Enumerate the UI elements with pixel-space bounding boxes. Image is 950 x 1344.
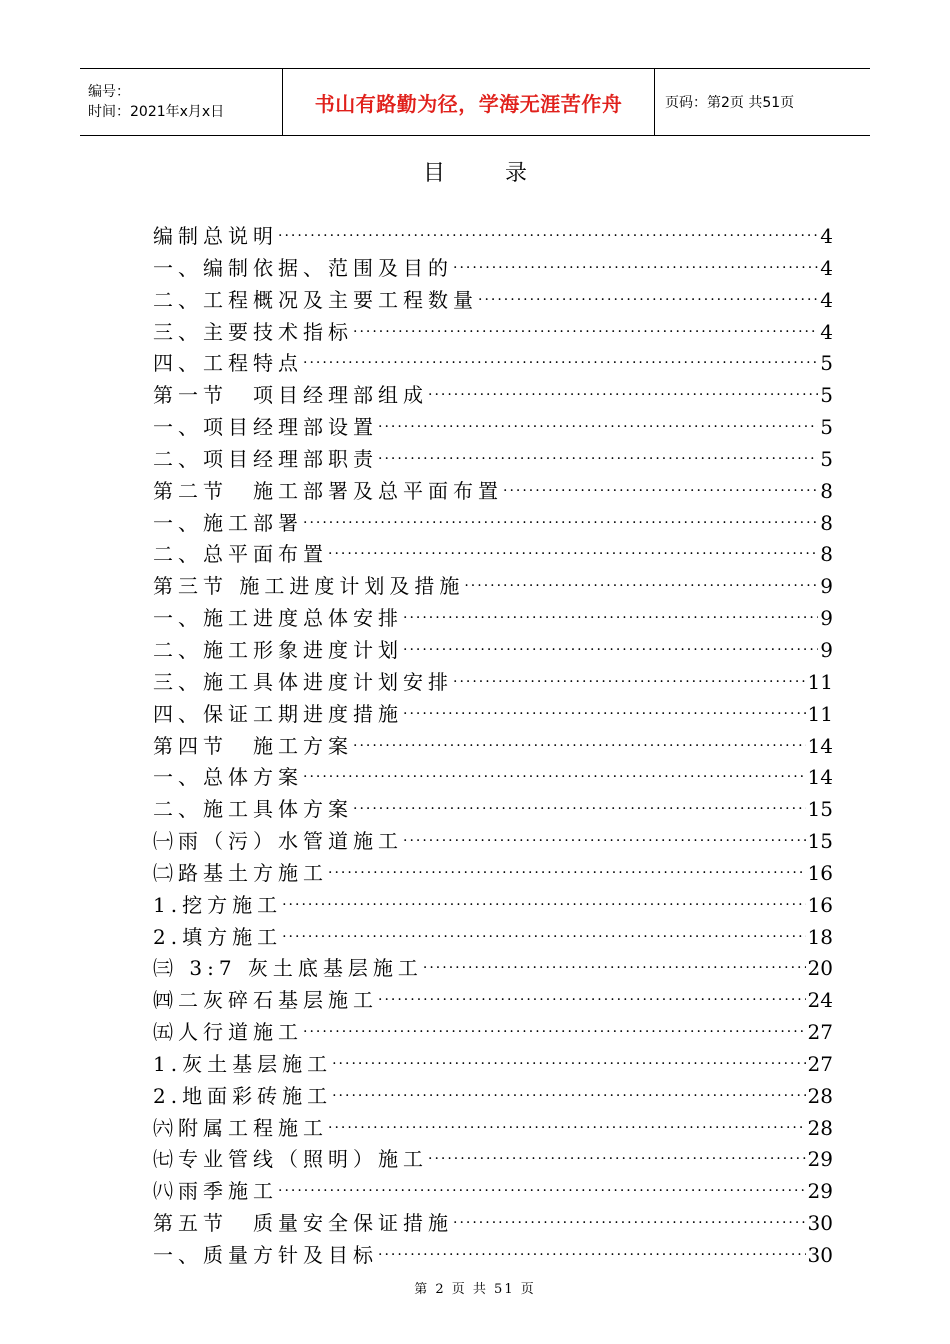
toc-entry-label: 二、项目经理部职责 [153,446,378,471]
toc-entry-page: 27 [807,1020,833,1045]
toc-entry[interactable] [153,539,833,571]
toc-entry-label: 二、施工形象进度计划 [153,637,403,662]
toc-entry-label: ㈠雨（污）水管道施工 [153,829,403,854]
page-footer: 第 2 页 共 51 页 [414,1282,536,1297]
toc-entry-label: 四、保证工期进度措施 [153,701,403,726]
toc-leader-dots [378,985,806,1017]
toc-entry-label: 1.挖方施工 [153,892,283,917]
toc-entry-label: 2.填方施工 [153,924,283,949]
toc-leader-dots [478,285,818,317]
toc-entry-page: 4 [820,319,833,344]
toc-entry-label: 第二节 施工部署及总平面布置 [153,478,503,503]
header-motto: 书山有路勤为径，学海无涯苦作舟 [314,91,623,116]
toc-entry-page: 4 [820,224,833,248]
toc-leader-dots [423,953,806,985]
toc-entry[interactable] [153,953,833,985]
toc-entry-page: 28 [807,1115,833,1140]
toc-leader-dots [353,731,806,763]
toc-entry[interactable] [153,1081,833,1113]
toc-entry[interactable] [153,348,833,380]
toc-entry-page: 5 [820,415,833,440]
toc-entry-label: 一、项目经理部设置 [153,415,378,440]
toc-entry[interactable] [153,1208,833,1240]
toc-entry-page: 29 [807,1147,833,1172]
toc-entry[interactable] [153,699,833,731]
toc-leader-dots [403,699,806,731]
toc-entry[interactable] [153,253,833,285]
toc-entry-page: 20 [807,956,833,981]
toc-entry-label: 二、工程概况及主要工程数量 [153,287,478,312]
toc-entry-label: 一、总体方案 [153,765,303,790]
toc-entry-label: 二、总平面布置 [153,542,328,567]
toc-leader-dots [428,380,818,412]
toc-entry[interactable] [153,1017,833,1049]
toc-leader-dots [278,221,818,253]
toc-entry-label: 三、主要技术指标 [153,319,353,344]
toc-entry-label: 1.灰土基层施工 [153,1051,333,1076]
toc-entry-page: 30 [807,1211,833,1236]
toc-entry[interactable] [153,476,833,508]
toc-entry-page: 30 [807,1243,833,1267]
toc-entry-page: 8 [820,478,833,503]
toc-entry-page: 11 [807,669,833,694]
toc-entry[interactable] [153,922,833,954]
toc-entry-page: 29 [807,1179,833,1204]
toc-leader-dots [378,1240,806,1272]
toc-entry-page: 9 [820,606,833,631]
toc-entry[interactable] [153,412,833,444]
toc-leader-dots [282,890,805,922]
page-header [80,68,870,136]
table-of-contents [153,221,833,1272]
toc-leader-dots [403,603,818,635]
toc-entry-label: 编制总说明 [153,224,278,248]
toc-leader-dots [328,1113,806,1145]
toc-entry[interactable] [153,1113,833,1145]
header-page-info: 页码：第2页 共51页 [665,95,795,111]
toc-entry-page: 27 [807,1051,833,1076]
toc-entry[interactable] [153,603,833,635]
toc-entry-page: 14 [807,733,833,758]
toc-leader-dots [503,476,818,508]
toc-entry-label: 第五节 质量安全保证措施 [153,1211,453,1236]
toc-leader-dots [403,635,818,667]
toc-entry-page: 16 [807,892,833,917]
toc-leader-dots [378,444,818,476]
toc-entry-label: 一、施工进度总体安排 [153,606,403,631]
toc-leader-dots [282,922,805,954]
toc-leader-dots [453,1208,806,1240]
toc-entry[interactable] [153,858,833,890]
toc-entry-page: 28 [807,1083,833,1108]
toc-entry-page: 24 [807,988,833,1013]
toc-entry-page: 9 [820,574,833,599]
toc-entry[interactable] [153,1049,833,1081]
toc-entry-page: 15 [807,829,833,854]
toc-entry-page: 18 [807,924,833,949]
header-motto-cell [283,69,655,135]
header-page-info-cell [655,69,870,135]
toc-entry-label: 一、编制依据、范围及目的 [153,255,453,280]
toc-entry-label: 一、施工部署 [153,510,303,535]
toc-entry-label: ㈤人行道施工 [153,1020,303,1045]
toc-entry-page: 14 [807,765,833,790]
toc-entry-label: ㈦专业管线（照明）施工 [153,1147,428,1172]
toc-leader-dots [353,794,806,826]
toc-leader-dots [328,858,806,890]
toc-entry-label: 第三节 施工进度计划及措施 [153,574,465,599]
toc-leader-dots [303,762,806,794]
toc-entry-label: ㈣二灰碎石基层施工 [153,988,378,1013]
toc-entry-label: 第一节 项目经理部组成 [153,383,428,408]
toc-entry-page: 16 [807,860,833,885]
toc-leader-dots [278,1176,806,1208]
toc-entry[interactable] [153,667,833,699]
toc-leader-dots [303,1017,806,1049]
toc-entry-page: 8 [820,542,833,567]
document-time-label: 时间：2021年x月x日 [88,104,225,120]
toc-entry-page: 4 [820,287,833,312]
toc-entry-page: 9 [820,637,833,662]
toc-entry[interactable] [153,317,833,349]
toc-title: 目录 [422,161,587,186]
toc-entry[interactable] [153,380,833,412]
header-meta [80,69,283,135]
toc-leader-dots [464,571,818,603]
toc-leader-dots [378,412,818,444]
toc-entry-page: 5 [820,351,833,376]
toc-entry-label: 二、施工具体方案 [153,797,353,822]
toc-entry[interactable] [153,890,833,922]
toc-leader-dots [303,348,818,380]
toc-entry[interactable] [153,444,833,476]
toc-entry-label: ㈡路基土方施工 [153,860,328,885]
toc-entry-label: ㈧雨季施工 [153,1179,278,1204]
toc-leader-dots [453,253,818,285]
toc-entry-page: 8 [820,510,833,535]
toc-leader-dots [403,826,806,858]
toc-leader-dots [303,508,818,540]
toc-entry-label: 一、质量方针及目标 [153,1243,378,1267]
toc-entry-page: 15 [807,797,833,822]
toc-entry[interactable] [153,826,833,858]
toc-entry[interactable] [153,762,833,794]
toc-entry-page: 4 [820,255,833,280]
toc-entry-page: 5 [820,383,833,408]
toc-entry[interactable] [153,285,833,317]
toc-entry[interactable] [153,985,833,1017]
toc-entry[interactable] [153,1144,833,1176]
toc-entry[interactable] [153,731,833,763]
toc-entry-label: ㈥附属工程施工 [153,1115,328,1140]
toc-entry-label: ㈢ 3:7 灰土底基层施工 [153,956,423,981]
toc-entry-page: 11 [807,701,833,726]
toc-entry[interactable] [153,508,833,540]
document-number-label: 编号： [88,84,130,100]
toc-entry[interactable] [153,1240,833,1272]
toc-leader-dots [453,667,806,699]
toc-entry-label: 2.地面彩砖施工 [153,1083,333,1108]
toc-entry[interactable] [153,221,833,253]
toc-leader-dots [428,1144,806,1176]
toc-leader-dots [332,1081,805,1113]
toc-entry-label: 第四节 施工方案 [153,733,353,758]
toc-entry-label: 三、施工具体进度计划安排 [153,669,453,694]
toc-leader-dots [328,539,818,571]
toc-leader-dots [353,317,818,349]
toc-leader-dots [332,1049,805,1081]
toc-entry-label: 四、工程特点 [153,351,303,376]
toc-entry[interactable] [153,635,833,667]
toc-entry-page: 5 [820,446,833,471]
toc-entry[interactable] [153,571,833,603]
toc-entry[interactable] [153,794,833,826]
toc-entry[interactable] [153,1176,833,1208]
